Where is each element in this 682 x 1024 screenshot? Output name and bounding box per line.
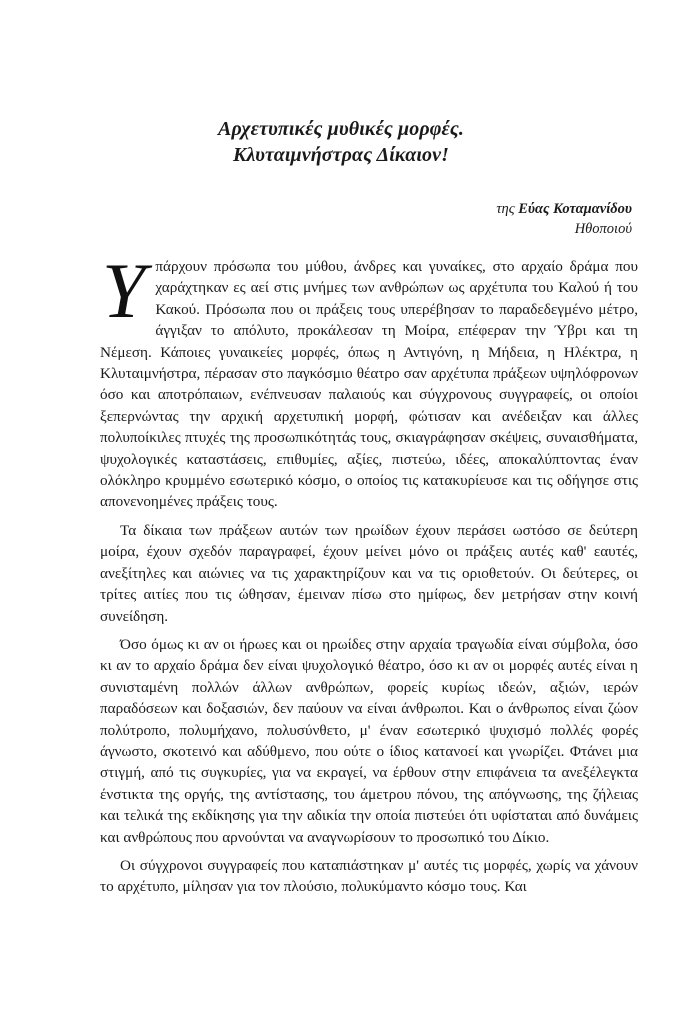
- byline-author-line: [496, 199, 632, 219]
- paragraph-1: [100, 247, 638, 513]
- paragraph-2: Τα δίκαια των πράξεων αυτών των ηρωίδων έχουν περάσει ωστόσο σε δεύτερη μοίρα, έχουν σχεδόν παραγραφεί, έχουν μείνει μόνο οι πράξεις αυτές καθ' εαυτές, ανεξίτηλες και αιώνιες να τις χαρακτηρίζουν και να τις οριοθετούν. Οι δεύτερες, οι τρίτες αιτίες που τις ώθησαν, έμειναν πίσω στο ημίφως, δεν μετρήσαν στην κοινή συνείδηση.: [100, 521, 638, 625]
- paragraph-3: Όσο όμως κι αν οι ήρωες και οι ηρωίδες στην αρχαία τραγωδία είναι σύμβολα, όσο κι αν το αρχαίο δράμα δεν είναι ψυχολογικό θέατρο, όσο κι αν οι μορφές αυτές είναι η συνισταμένη πολλών άλλων ανθρώπων, φορείς κυρίως ιδεών, αξιών, ιερών παραδόσεων και δοξασιών, δεν παύουν να είναι άνθρωποι. Και ο άνθρωπος είναι ζώον πολύτροπο, πολυμήχανο, πολυσύνθετο, μ' έναν εσωτερικό ψυχισμό πολλές φορές άγνωστο, σκοτεινό και αδύθμενο, που ούτε ο ίδιος κατανοεί και γνωρίζει. Φτάνει μια στιγμή, από τις συγκυρίες, για να εκραγεί, να έρθουν στην επιφάνεια τα ανεξέλεγκτα ένστικτα της οργής, της αντίστασης, του άμετρου πόνου, της απόγνωσης, της ζήλειας και τελικά της εκδίκησης για την αδικία την οποία πιστεύει ότι υφίσταται από δυνάμεις και ανθρώπους που αρνούνται να αναγνωρίσουν το προσωπικό του Δίκιο.: [100, 635, 638, 846]
- paragraph-4: Οι σύγχρονοι συγγραφείς που καταπιάστηκαν μ' αυτές τις μορφές, χωρίς να χάνουν το αρχέτυπο, μίλησαν για τον πλούσιο, πολυκύμαντο κόσμο τους. Και: [100, 856, 638, 896]
- paragraph-1-text: πάρχουν πρόσωπα του μύθου, άνδρες και γυναίκες, στο αρχαίο δράμα που χαράχτηκαν ες αεί στις μνήμες των ανθρώπων ως αρχέτυπα του Καλού ή του Κακού. Πρόσωπα που οι πράξεις τους υπερέβησαν το παραδεδεγμένο μέτρο, άγγιξαν το απόλυτο, προκάλεσαν τη Μοίρα, επέφεραν την Ύβρι και τη Νέμεση. Κάποιες γυναικείες μορφές, όπως η Αντιγόνη, η Μήδεια, η Ηλέκτρα, η Κλυταιμνήστρα, πέρασαν στο παγκόσμιο θέατρο σαν αρχέτυπα πράξεων υψηλόφρονων όσο και αποτρόπαιων, ενέπνευσαν παλαιούς και σύγχρονους συγγραφείς, οι οποίοι ξεπερνώντας την αρχική αρχετυπική μορφή, φώτισαν και ανέδειξαν και άλλες πολυποίκιλες πτυχές της προσωπικότητάς τους, σκιαγράφησαν σκέψεις, συναισθήματα, ψυχολογικές καταστάσεις, επιθυμίες, αξίες, πιστεύω, ιδέες, αποκαλύπτοντας έναν ολόκληρο κρυμμένο εσωτερικό κόσμο, ο οποίος τις κατακυρίευσε και τις οδήγησε στις απονενοημένες πράξεις τους.: [100, 258, 638, 511]
- author-role: Ηθοποιού: [574, 221, 632, 237]
- drop-cap: Υ: [102, 247, 146, 334]
- article-title: Αρχετυπικές μυθικές μορφές.: [218, 118, 464, 140]
- title-block: [0, 116, 682, 168]
- author-name: Εύας Κοταμανίδου: [518, 201, 632, 217]
- article-subtitle: Κλυταιμνήστρας Δίκαιον!: [233, 144, 449, 166]
- article-body: [100, 247, 638, 905]
- byline: [496, 199, 632, 239]
- byline-prefix: της: [496, 201, 515, 217]
